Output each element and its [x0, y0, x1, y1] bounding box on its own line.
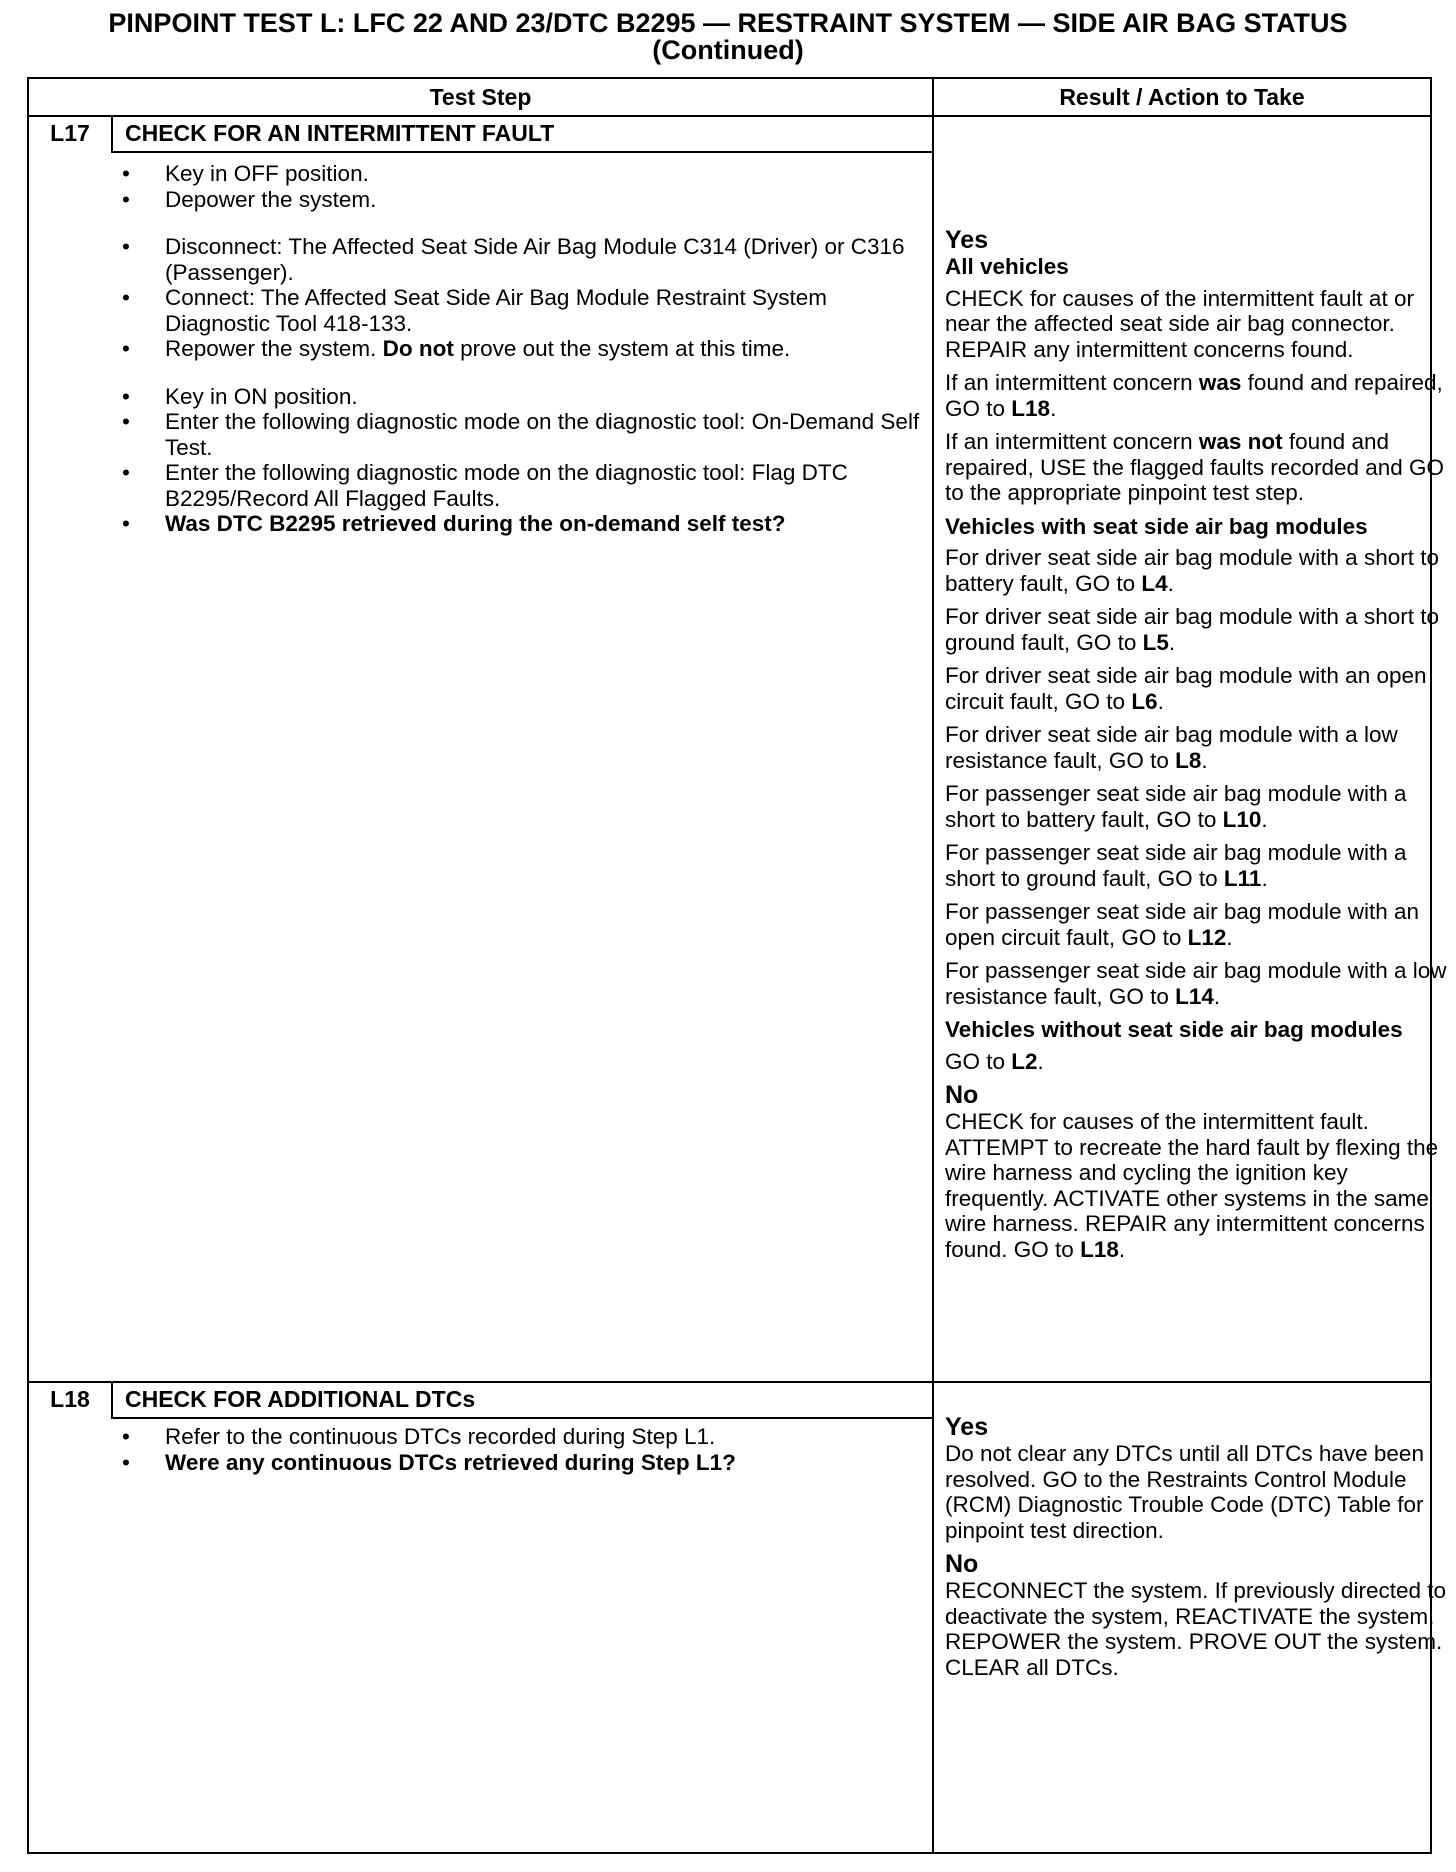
step-id-divider-l17 — [111, 115, 113, 151]
bullet-group — [122, 161, 922, 212]
result-text: GO to L2. — [945, 1048, 1044, 1074]
result-no-label: No — [945, 1550, 979, 1578]
with-modules-label: Vehicles with seat side air bag modules — [945, 513, 1368, 539]
bullet-item: • Key in OFF position. — [122, 161, 922, 187]
bullet-item: • Were any continuous DTCs retrieved during Step L1? — [122, 1450, 922, 1476]
column-divider — [932, 79, 934, 1852]
without-modules-label: Vehicles without seat side air bag modules — [945, 1017, 1403, 1042]
step-id-l17: L17 — [50, 120, 90, 146]
l17-title-divider — [111, 151, 932, 153]
result-text: CHECK for causes of the intermittent fault at or near the affected seat side air bag connector. REPAIR any intermittent concerns found. — [945, 285, 1414, 362]
bullet-item: • Refer to the continuous DTCs recorded during Step L1. — [122, 1424, 922, 1450]
header-result-action: Result / Action to Take — [1059, 84, 1305, 110]
header-test-step: Test Step — [429, 84, 532, 110]
result-text: If an intermittent concern was not found and repaired, USE the flagged faults recorded and GO to the appropriate pinpoint test step. — [945, 429, 1445, 505]
result-text: For driver seat side air bag module with a short to battery fault, GO to L4. — [945, 545, 1439, 596]
l18-title-divider — [111, 1417, 932, 1419]
bullet-item: • Repower the system. Do not prove out the system at this time. — [122, 336, 922, 362]
bullet-item: • Was DTC B2295 retrieved during the on-demand self test? — [122, 511, 922, 537]
pinpoint-test-table — [27, 77, 1447, 1854]
step-title-l18: CHECK FOR ADDITIONAL DTCs — [125, 1386, 476, 1412]
bullet-group — [122, 234, 922, 362]
l18-results — [945, 1414, 1449, 1688]
title-line-2: (Continued) — [652, 35, 804, 65]
result-text: CHECK for causes of the intermittent fault. ATTEMPT to recreate the hard fault by flexing the wire harness and cycling the ignition key frequently. ACTIVATE other systems in the same wire harness. REPAIR any intermittent concerns found. GO to L18. — [945, 1109, 1439, 1262]
all-vehicles-label: All vehicles — [945, 254, 1069, 279]
result-text: For driver seat side air bag module with a low resistance fault, GO to L8. — [945, 722, 1398, 773]
page-title — [0, 10, 1456, 64]
bullet-item: • Enter the following diagnostic mode on the diagnostic tool: Flag DTC B2295/Record All Flagged Faults. — [122, 460, 922, 511]
title-line-1: PINPOINT TEST L: LFC 22 AND 23/DTC B2295 — RESTRAINT SYSTEM — SIDE AIR BAG STATUS — [108, 8, 1348, 38]
result-text: For passenger seat side air bag module with a short to ground fault, GO to L11. — [945, 840, 1407, 891]
result-text: Do not clear any DTCs until all DTCs have been resolved. GO to the Restraints Control Module (RCM) Diagnostic Trouble Code (DTC) Table for pinpoint test direction. — [945, 1441, 1424, 1543]
l17-bullet-list — [122, 161, 922, 559]
l17-results — [945, 227, 1449, 1270]
bullet-group — [122, 1424, 922, 1475]
l18-bullet-list — [122, 1424, 922, 1497]
result-text: If an intermittent concern was found and repaired, GO to L18. — [945, 370, 1443, 421]
result-yes-label: Yes — [945, 226, 989, 254]
bullet-group — [122, 384, 922, 537]
result-text: For passenger seat side air bag module with a low resistance fault, GO to L14. — [945, 958, 1447, 1009]
result-text: For driver seat side air bag module with a short to ground fault, GO to L5. — [945, 604, 1439, 655]
bullet-item: • Key in ON position. — [122, 384, 922, 410]
bullet-item: • Connect: The Affected Seat Side Air Bag Module Restraint System Diagnostic Tool 418-133. — [122, 285, 922, 336]
result-yes-label: Yes — [945, 1413, 989, 1441]
result-text: For passenger seat side air bag module with a short to battery fault, GO to L10. — [945, 781, 1407, 832]
step-id-divider-l18 — [111, 1381, 113, 1417]
result-text: For passenger seat side air bag module with an open circuit fault, GO to L12. — [945, 899, 1420, 950]
bullet-item: • Depower the system. — [122, 187, 922, 213]
result-text: RECONNECT the system. If previously directed to deactivate the system, REACTIVATE the system. REPOWER the system. PROVE OUT the system. CLEAR all DTCs. — [945, 1578, 1446, 1680]
step-title-l17: CHECK FOR AN INTERMITTENT FAULT — [125, 120, 555, 146]
result-no-label: No — [945, 1081, 979, 1109]
step-id-l18: L18 — [50, 1386, 90, 1412]
bullet-item: • Enter the following diagnostic mode on the diagnostic tool: On-Demand Self Test. — [122, 409, 922, 460]
bullet-item: • Disconnect: The Affected Seat Side Air Bag Module C314 (Driver) or C316 (Passenger). — [122, 234, 922, 285]
result-text: For driver seat side air bag module with an open circuit fault, GO to L6. — [945, 663, 1427, 714]
